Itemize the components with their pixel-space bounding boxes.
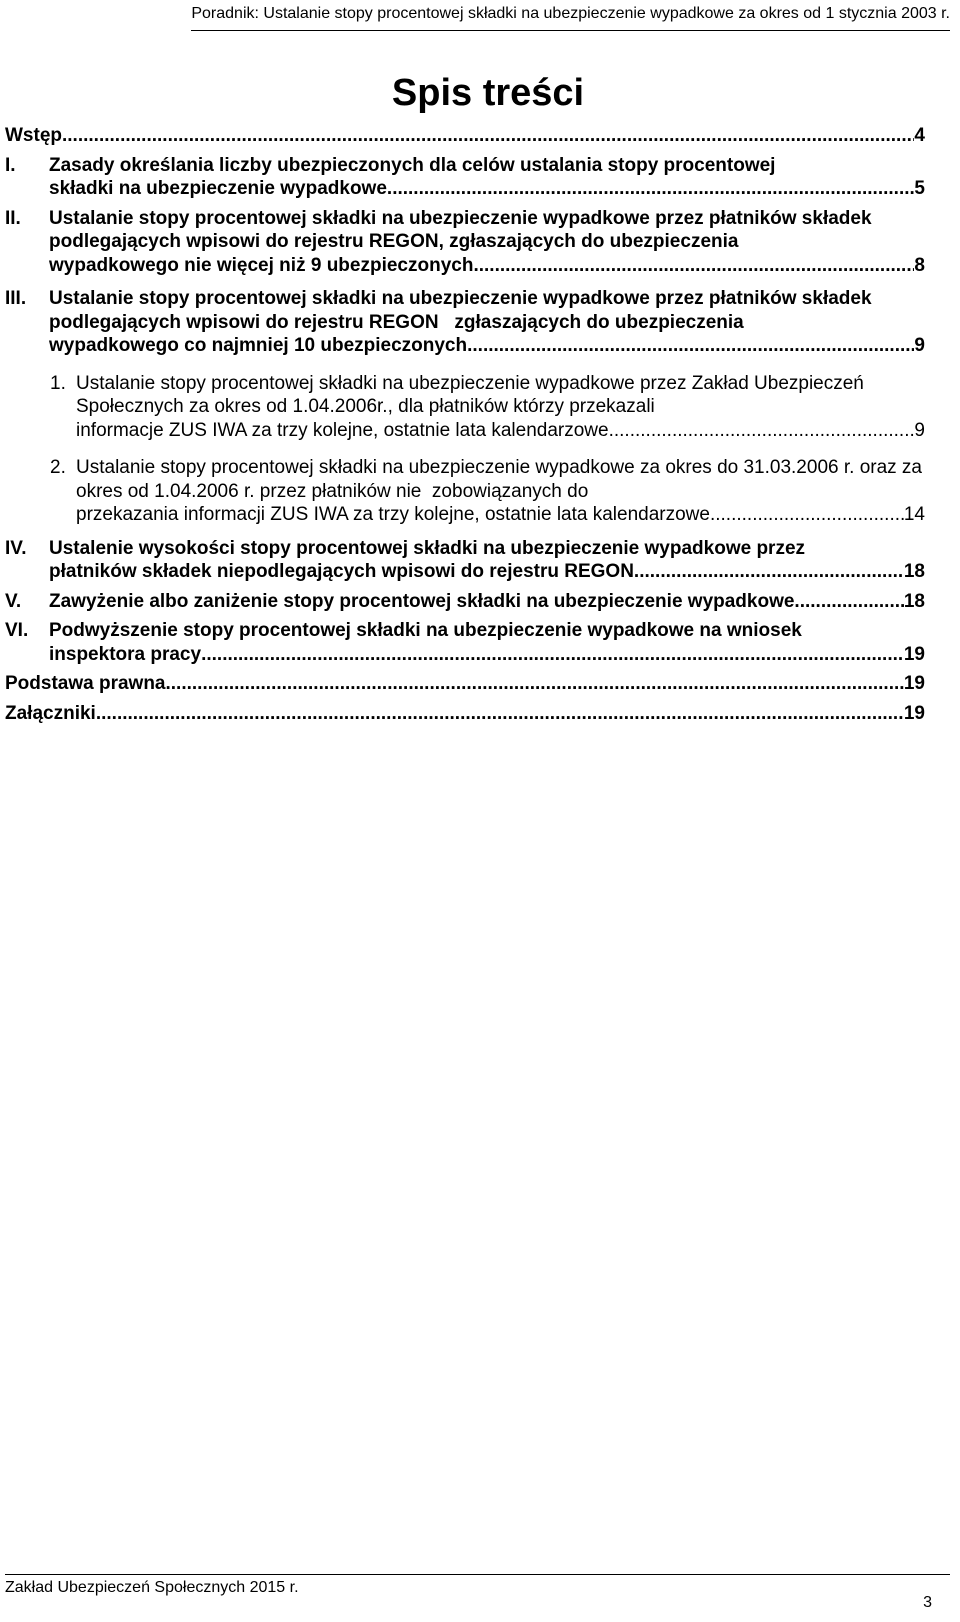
toc-entry-title: Podwyższenie stopy procentowej składki na ubezpieczenie wypadkowe na wniosek [49, 620, 802, 641]
toc-entry-title-end: informacje ZUS IWA za trzy kolejne, ostatnie lata kalendarzowe [76, 419, 609, 441]
toc-entry-wstep[interactable] [5, 124, 925, 148]
toc-leader-dots [201, 643, 904, 667]
table-of-contents [5, 124, 928, 725]
toc-entry-chapter-6[interactable] [5, 619, 925, 666]
toc-entry-page: 9 [914, 335, 925, 356]
toc-entry-title-end: wypadkowego nie więcej niż 9 ubezpieczonych [49, 254, 474, 276]
toc-entry-title: Wstęp [5, 125, 62, 146]
toc-entry-page: 14 [903, 504, 925, 525]
toc-entry-chapter-2[interactable] [5, 207, 925, 278]
toc-entry-number: 1. [50, 372, 66, 394]
toc-leader-dots [62, 124, 914, 148]
toc-entry-number: II. [5, 207, 21, 229]
toc-leader-dots [710, 503, 904, 527]
toc-title: Spis treści [391, 72, 585, 114]
toc-entry-title: Ustalanie stopy procentowej składki na ubezpieczenie wypadkowe przez płatników składek podlegających wpisowi do rejestru REGON zgłaszających do ubezpieczenia [49, 288, 877, 333]
toc-entry-page: 4 [914, 125, 925, 146]
toc-entry-number: VI. [5, 620, 29, 641]
footer-page-number: 3 [923, 1594, 932, 1611]
toc-leader-dots [609, 419, 915, 443]
footer-divider [5, 1574, 950, 1575]
toc-entry-title: Zasady określania liczby ubezpieczonych dla celów ustalania stopy procentowej [49, 154, 776, 176]
toc-leader-dots [96, 702, 904, 726]
toc-entry-chapter-3[interactable] [5, 287, 925, 358]
toc-entry-number: V. [5, 590, 22, 612]
toc-entry-page: 5 [914, 178, 925, 199]
toc-entry-chapter-1[interactable] [5, 154, 925, 201]
toc-entry-title: Podstawa prawna [5, 673, 166, 694]
toc-leader-dots [473, 254, 914, 278]
toc-entry-chapter-4[interactable] [5, 537, 925, 584]
toc-entry-title: Ustalanie stopy procentowej składki na ubezpieczenie wypadkowe za okres do 31.03.2006 r. oraz za okres od 1.04.2006 r. przez płatników nie zobowiązanych do [76, 457, 928, 502]
toc-entry-section-3-1[interactable] [50, 372, 925, 443]
toc-entry-page: 18 [903, 590, 925, 612]
toc-entry-number: III. [5, 288, 27, 309]
toc-entry-number: IV. [5, 537, 27, 559]
toc-entry-title: Załączniki [5, 702, 96, 724]
toc-entry-title-end: płatników składek niepodlegających wpisowi do rejestru REGON. [49, 561, 640, 582]
toc-entry-number: I. [5, 154, 16, 176]
footer-organization: Zakład Ubezpieczeń Społecznych 2015 r. [5, 1579, 299, 1596]
toc-entry-page: 19 [903, 673, 925, 694]
toc-entry-page: 8 [914, 254, 925, 276]
toc-entry-title: Ustalanie stopy procentowej składki na ubezpieczenie wypadkowe przez Zakład Ubezpieczeń Społecznych za okres od 1.04.2006r., dla płatników którzy przekazali [76, 372, 864, 417]
toc-entry-zalaczniki[interactable] [5, 702, 925, 726]
toc-entry-page: 9 [914, 419, 925, 441]
toc-leader-dots [800, 590, 904, 614]
running-header: Poradnik: Ustalanie stopy procentowej składki na ubezpieczenie wypadkowe za okres od 1 stycznia 2003 r. [191, 5, 950, 31]
toc-entry-title: Ustalenie wysokości stopy procentowej składki na ubezpieczenie wypadkowe przez [49, 537, 806, 559]
toc-entry-title-end: przekazania informacji ZUS IWA za trzy kolejne, ostatnie lata kalendarzowe [76, 504, 710, 525]
toc-entry-page: 19 [903, 702, 925, 724]
toc-entry-page: 19 [903, 643, 925, 665]
toc-entry-title: Zawyżenie albo zaniżenie stopy procentowej składki na ubezpieczenie wypadkowe. [49, 590, 800, 612]
toc-entry-title-end: składki na ubezpieczenie wypadkowe. [49, 178, 393, 199]
toc-entry-number: 2. [50, 457, 66, 478]
toc-entry-section-3-2[interactable] [50, 456, 928, 527]
toc-entry-page: 18 [903, 561, 925, 582]
toc-leader-dots [639, 560, 904, 584]
toc-entry-chapter-5[interactable] [5, 590, 925, 614]
toc-entry-title-end: wypadkowego co najmniej 10 ubezpieczonych [49, 335, 468, 356]
toc-entry-podstawa-prawna[interactable] [5, 672, 925, 696]
toc-leader-dots [392, 177, 914, 201]
toc-entry-title-end: inspektora pracy [49, 643, 202, 665]
toc-leader-dots [166, 672, 904, 696]
toc-entry-title: Ustalanie stopy procentowej składki na ubezpieczenie wypadkowe przez płatników składek podlegających wpisowi do rejestru REGON, zgłaszających do ubezpieczenia [49, 207, 872, 252]
toc-leader-dots [467, 334, 914, 358]
